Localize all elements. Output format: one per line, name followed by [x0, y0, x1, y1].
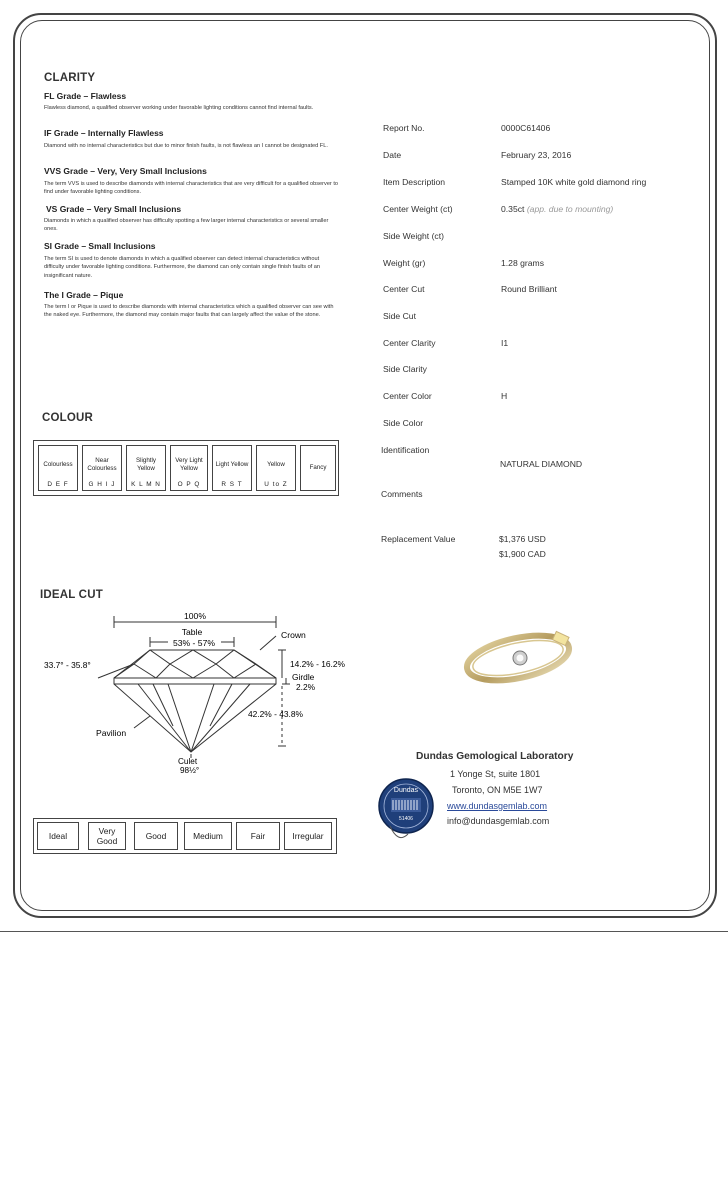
table-range-label: 53% - 57%: [172, 638, 216, 648]
crown-facet: [156, 664, 170, 678]
field-label-identification: Identification: [381, 445, 430, 455]
ideal-cut-heading: IDEAL CUT: [40, 589, 103, 601]
pavilion-pointer: [134, 716, 150, 728]
field-label-side-weight: Side Weight (ct): [383, 231, 444, 241]
pavilion-label: Pavilion: [96, 728, 127, 738]
colour-cell-fancy: [300, 445, 336, 491]
colour-cell-letters: G H I J: [88, 480, 116, 488]
clarity-grade-vvs-title: VVS Grade – Very, Very Small Inclusions: [44, 166, 207, 176]
field-value-identification: NATURAL DIAMOND: [500, 459, 583, 469]
field-value-replacement-usd: $1,376 USD: [499, 534, 546, 544]
table-label: Table: [181, 627, 203, 637]
cut-grade-ideal: Ideal: [37, 822, 79, 850]
cut-grade-medium: Medium: [184, 822, 232, 850]
colour-cell-letters: O P Q: [177, 480, 201, 488]
field-label-report-no: Report No.: [383, 123, 425, 133]
field-value-center-clarity: I1: [501, 338, 509, 348]
colour-cell-colourless: [38, 445, 78, 491]
cut-grade-irregular: Irregular: [284, 822, 332, 850]
field-label-side-clarity: Side Clarity: [383, 364, 427, 374]
lab-name: Dundas Gemological Laboratory: [416, 751, 574, 762]
colour-cell-label: Slightly Yellow: [136, 456, 156, 472]
field-label-center-cut: Center Cut: [383, 284, 425, 294]
colour-cell-very-light-yellow: [170, 445, 208, 491]
cut-grade-table: [33, 818, 337, 854]
pavilion-facet: [191, 684, 250, 752]
colour-cell-yellow: [256, 445, 296, 491]
clarity-heading: CLARITY: [44, 72, 96, 84]
field-value-center-color: H: [501, 391, 508, 401]
colour-cell-label: Light Yellow: [215, 460, 249, 468]
diamond-cut-diagram: [38, 606, 345, 778]
pavilion-facet: [191, 684, 214, 752]
lab-seal: [376, 776, 440, 848]
crown-facet: [234, 664, 256, 678]
field-label-date: Date: [383, 150, 402, 160]
field-label-center-color: Center Color: [383, 391, 432, 401]
crown-height-label: 14.2% - 16.2%: [290, 659, 345, 669]
crown-facets: [114, 650, 276, 678]
colour-cell-label: Colourless: [43, 460, 73, 468]
field-value-report-no: 0000C61406: [501, 123, 551, 133]
colour-cell-letters: D E F: [47, 480, 69, 488]
cut-grade-very-good: Very Good: [88, 822, 126, 850]
total-width-label: 100%: [184, 611, 206, 621]
colour-cell-label: Very Light Yellow: [175, 456, 203, 472]
field-label-center-clarity: Center Clarity: [383, 338, 436, 348]
pavilion-facet: [210, 684, 232, 726]
culet-label: Culet: [178, 757, 198, 766]
colour-cell-letters: U to Z: [264, 480, 288, 488]
colour-heading: COLOUR: [42, 412, 94, 424]
pavilion-depth-label: 42.2% - 43.8%: [248, 709, 303, 719]
cut-grade-good: Good: [134, 822, 178, 850]
seal-code: 51406: [399, 816, 413, 822]
clarity-grade-if-title: IF Grade – Internally Flawless: [44, 128, 164, 138]
colour-cell-letters: R S T: [221, 480, 243, 488]
pavilion-facet: [138, 684, 191, 752]
field-value-item-description: Stamped 10K white gold diamond ring: [501, 177, 647, 187]
lab-email: info@dundasgemlab.com: [447, 816, 550, 826]
seal-text: Dundas: [393, 787, 419, 794]
colour-cell-letters: K L M N: [131, 480, 161, 488]
clarity-grade-fl-title: FL Grade – Flawless: [44, 91, 127, 101]
field-label-item-description: Item Description: [383, 177, 446, 187]
girdle-value-label: 2.2%: [296, 682, 316, 692]
field-value-date: February 23, 2016: [501, 150, 572, 160]
colour-cell-slightly-yellow: [126, 445, 166, 491]
colour-cell-near-colourless: [82, 445, 122, 491]
page-divider: [0, 931, 728, 932]
field-label-comments: Comments: [381, 489, 423, 499]
lab-website-link[interactable]: www.dundasgemlab.com: [447, 801, 548, 811]
colour-cell-label: Yellow: [267, 460, 285, 468]
field-label-replacement-value: Replacement Value: [381, 534, 456, 544]
crown-facet: [216, 664, 234, 678]
clarity-grade-i-title: The I Grade – Pique: [44, 290, 124, 300]
crown-facet: [193, 664, 216, 678]
clarity-grade-vvs-desc: The term VVS is used to describe diamonds with internal characteristics that are very difficult for a qualified observer to find under favorable lighting conditions.: [44, 181, 339, 196]
ring-photo: [462, 620, 582, 690]
lab-address-line2: Toronto, ON M5E 1W7: [452, 785, 543, 795]
field-value-center-weight: [501, 204, 613, 214]
crown-facet: [170, 664, 193, 678]
girdle-label: Girdle: [292, 672, 315, 682]
colour-cell-light-yellow: [212, 445, 252, 491]
colour-cell-label: Near Colourless: [87, 456, 117, 472]
field-label-weight-gr: Weight (gr): [383, 258, 426, 268]
clarity-grade-if-desc: Diamond with no internal characteristics but due to minor finish faults, is not flawless an I cannot be designated FL.: [44, 143, 328, 149]
culet-value-label: 98½°: [180, 766, 200, 775]
lab-address-line1: 1 Yonge St, suite 1801: [450, 769, 541, 779]
diamond-outline: [114, 650, 276, 752]
field-label-side-cut: Side Cut: [383, 311, 416, 321]
field-label-center-weight: Center Weight (ct): [383, 204, 453, 214]
clarity-grade-vs-desc: Diamonds in which a qualified observer has difficulty spotting a few larger internal characteristics or several smaller ones.: [44, 218, 329, 233]
crown-label: Crown: [281, 630, 306, 640]
field-label-side-color: Side Color: [383, 418, 424, 428]
center-weight-note: (app. due to mounting): [526, 204, 614, 214]
clarity-grade-vs-title: VS Grade – Very Small Inclusions: [46, 204, 182, 214]
field-value-center-cut: Round Brilliant: [501, 284, 557, 294]
clarity-grade-fl-desc: Flawless diamond, a qualified observer working under favorable lighting conditions cannot find internal faults.: [44, 105, 314, 111]
clarity-grade-i-desc: The term I or Pique is used to describe diamonds with internal characteristics which a qualified observer can see with the naked eye. Furthermore, the diamond may contain major faults that can largely affect the value of the stone.: [44, 304, 334, 319]
clarity-grade-si-title: SI Grade – Small Inclusions: [44, 241, 156, 251]
crown-angle-label: 33.7° - 35.8°: [44, 660, 91, 670]
clarity-grade-si-desc: The term SI is used to denote diamonds in which a qualified observer can detect internal characteristics without difficulty under favorable lighting conditions. Furthermore, the diamond can only contain single finish faults of an insignificant nature.: [44, 256, 321, 279]
crown-facet: [134, 664, 156, 678]
colour-scale-table: [33, 440, 339, 496]
field-value-replacement-cad: $1,900 CAD: [499, 549, 546, 559]
crown-pointer: [260, 636, 276, 650]
colour-cell-label: Fancy: [309, 464, 327, 471]
center-weight-value: 0.35ct: [501, 204, 525, 214]
cut-grade-fair: Fair: [236, 822, 280, 850]
field-value-weight-gr: 1.28 grams: [501, 258, 544, 268]
